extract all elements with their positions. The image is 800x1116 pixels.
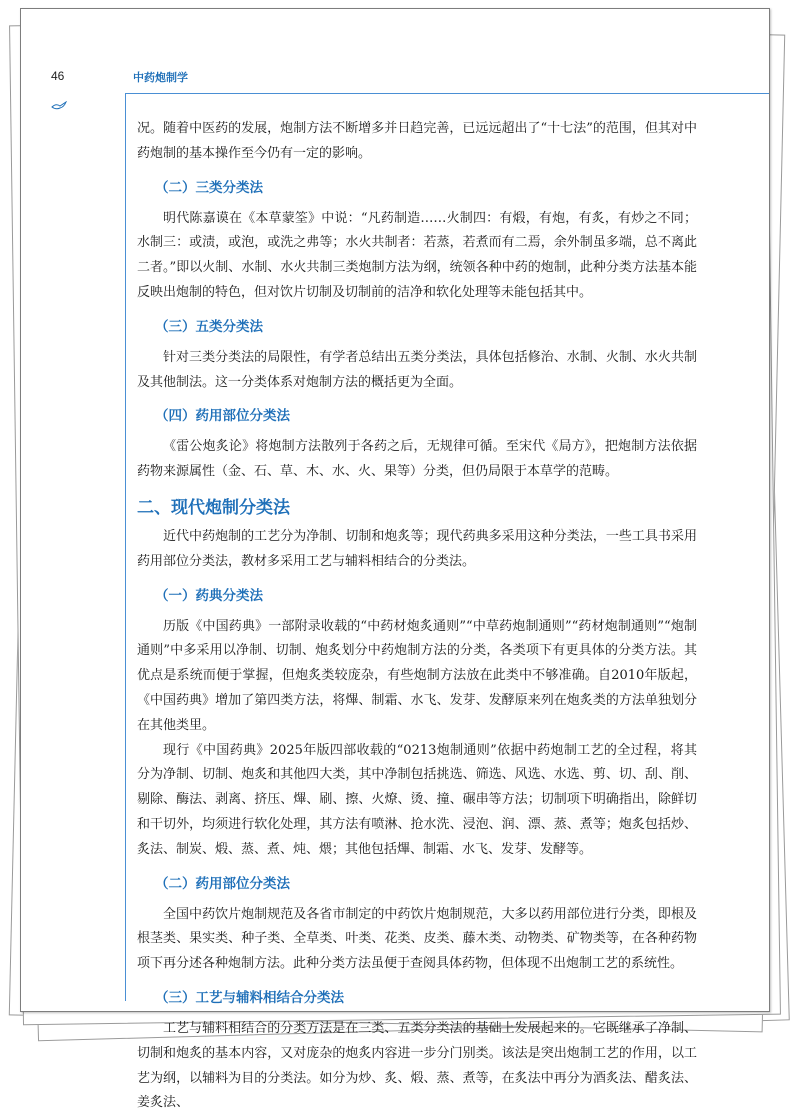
paragraph: 工艺与辅料相结合的分类方法是在三类、五类分类法的基础上发展起来的。它既继承了净制、切制和炮炙的基本内容，又对庞杂的炮炙内容进一步分门别类。该法是突出炮制工艺的作用，以工艺为纲，以辅料为目的分类法。如分为炒、炙、煅、蒸、煮等，在炙法中再分为酒炙法、醋炙法、姜炙法、 — [137, 1020, 697, 1111]
paragraph: 近代中药炮制的工艺分为净制、切制和炮炙等；现代药典多采用这种分类法，一些工具书采用药用部位分类法，教材多采用工艺与辅料相结合的分类法。 — [137, 528, 697, 569]
running-title: 中药炮制学 — [133, 71, 188, 84]
paragraph: 历版《中国药典》一部附录收载的“中药材炮炙通则”“中草药炮制通则”“药材炮制通则”“炮制通则”中多采用以净制、切制、炮炙划分中药炮制方法的分类，各类项下有更具体的分类方法。其优点是系统而便于掌握，但炮炙类较庞杂，有些炮制方法放在此类中不够准确。自2010年版起，《中国药典》增加了第四类方法，将熚、制霜、水飞、发芽、发酵原来列在炮炙类的方法单独划分在其他类里。 — [137, 618, 697, 733]
paragraph: 《雷公炮炙论》将炮制方法散列于各药之后，无规律可循。至宋代《局方》，把炮制方法依据药物来源属性（金、石、草、木、水、火、果等）分类，但仍局限于本草学的范畴。 — [137, 439, 697, 480]
page-content — [137, 117, 697, 1116]
section-heading: （三）五类分类法 — [155, 318, 263, 335]
paragraph: 现行《中国药典》2025年版四部收载的“0213炮制通则”依据中药炮制工艺的全过程，将其分为净制、切制、炮炙和其他四大类，其中净制包括挑选、筛选、风选、水选、剪、切、刮、削、剔除、酶法、剥离、挤压、熚、刷、擦、火燎、烫、撞、碾串等方法；切制项下明确指出，除鲜切和干切外，均须进行软化处理，其方法有喷淋、抢水洗、浸泡、润、漂、蒸、煮等；炮炙包括炒、炙法、制炭、煅、蒸、煮、炖、煨；其他包括熚、制霜、水飞、发芽、发酵等。 — [137, 742, 697, 857]
chapter-heading: 二、现代炮制分类法 — [137, 497, 290, 518]
header-rule — [125, 93, 769, 94]
section-heading: （四）药用部位分类法 — [155, 408, 290, 425]
book-page — [20, 8, 770, 1111]
section-heading: （一）药典分类法 — [155, 587, 263, 604]
paragraph: 全国中药饮片炮制规范及各省市制定的中药饮片炮制规范，大多以药用部位进行分类，即根及根茎类、果实类、种子类、全草类、叶类、花类、皮类、藤木类、动物类、矿物类等，在各种药物项下再分述各种炮制方法。此种分类方法虽便于查阅具体药物，但体现不出炮制工艺的系统性。 — [137, 906, 697, 972]
paragraph: 针对三类分类法的局限性，有学者总结出五类分类法，具体包括修治、水制、火制、水火共制及其他制法。这一分类体系对炮制方法的概括更为全面。 — [137, 349, 697, 390]
section-heading: （三）工艺与辅料相结合分类法 — [155, 989, 344, 1006]
page-number: 46 — [51, 69, 65, 83]
margin-rule — [125, 93, 126, 1001]
bird-icon — [51, 101, 67, 111]
paragraph: 况。随着中医药的发展，炮制方法不断增多并日趋完善，已远远超出了“十七法”的范围，但其对中药炮制的基本操作至今仍有一定的影响。 — [137, 121, 697, 161]
section-heading: （二）三类分类法 — [155, 179, 263, 196]
section-heading: （二）药用部位分类法 — [155, 875, 290, 892]
paragraph: 明代陈嘉谟在《本草蒙筌》中说：“凡药制造……火制四：有煅，有炮，有炙，有炒之不同；水制三：或渍，或泡，或洗之弗等；水火共制者：若蒸，若煮而有二焉，余外制虽多端，总不离此二者。”即以火制、水制、水火共制三类炮制方法为纲，统领各种中药的炮制，此种分类方法基本能反映出炮制的特色，但对饮片切制及切制前的洁净和软化处理等未能包括其中。 — [137, 210, 697, 300]
